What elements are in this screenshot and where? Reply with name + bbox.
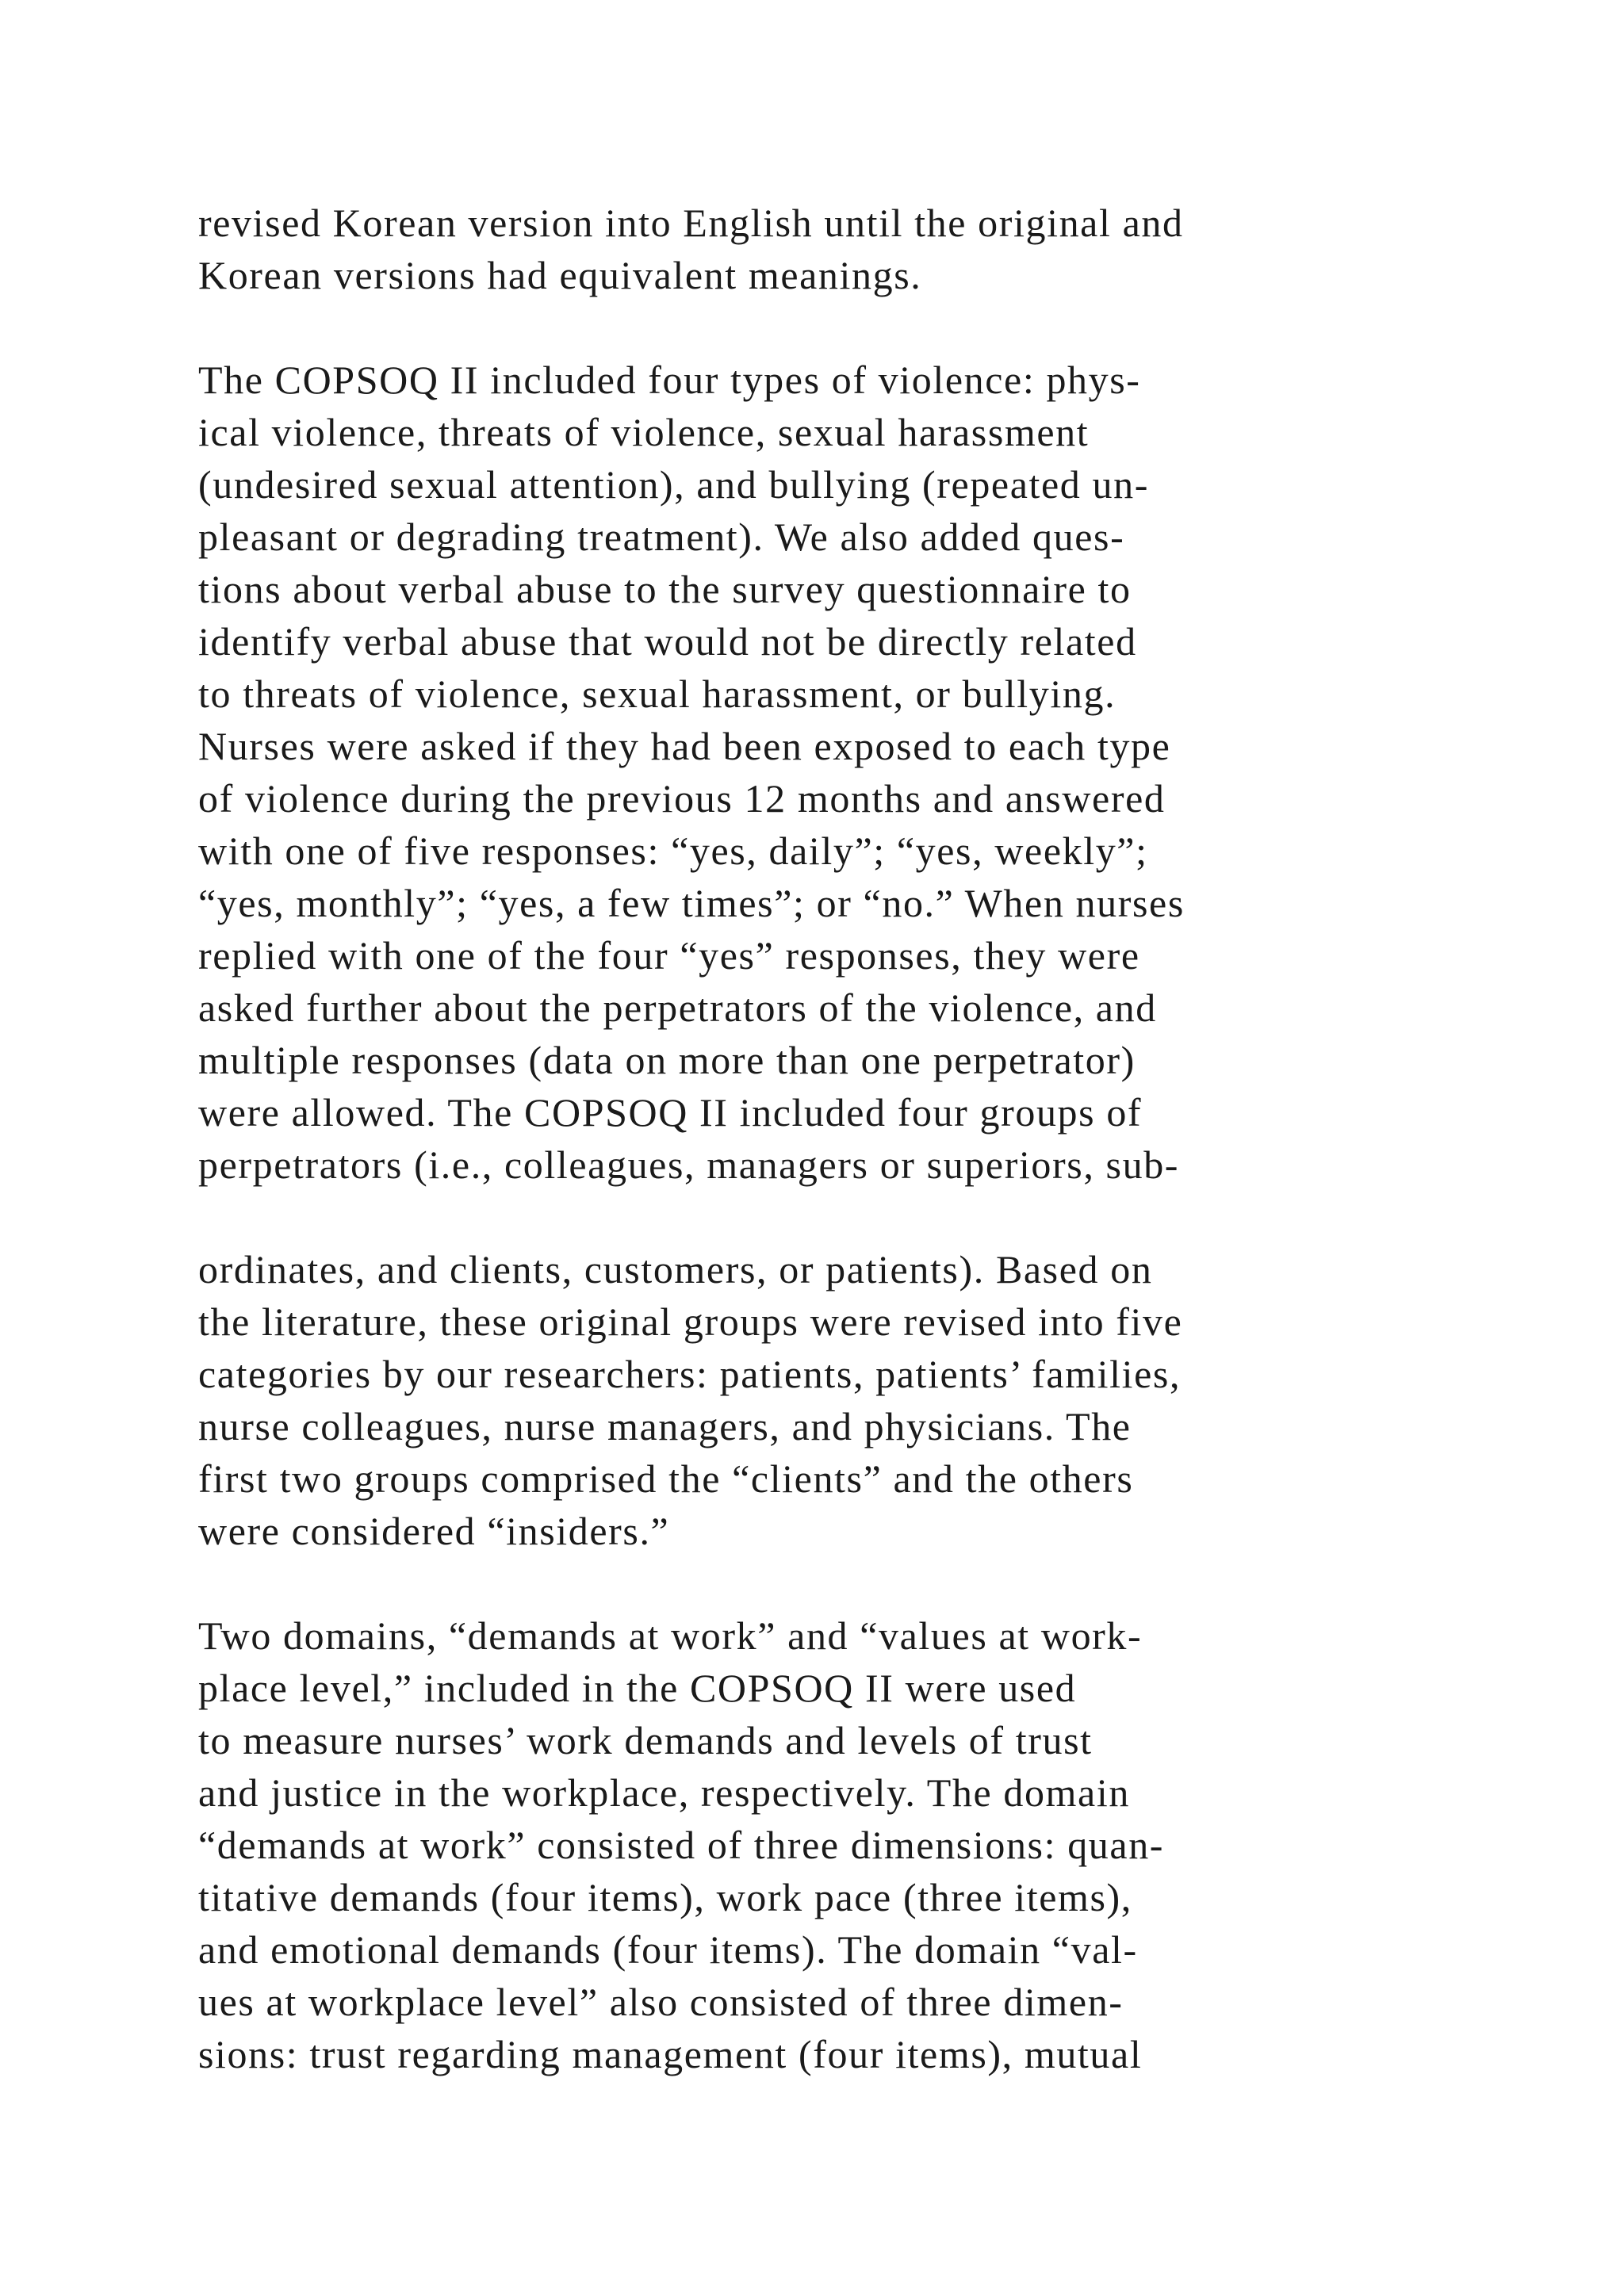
text-line: pleasant or degrading treatment). We also added ques- [198, 515, 1125, 559]
paragraph-translation-note [198, 197, 1562, 301]
paragraph-domains [198, 1609, 1562, 2080]
text-line: to threats of violence, sexual harassment, or bullying. [198, 672, 1116, 716]
text-line: of violence during the previous 12 months and answered [198, 776, 1166, 821]
text-line: identify verbal abuse that would not be directly related [198, 619, 1137, 664]
text-line: perpetrators (i.e., colleagues, managers or superiors, sub- [198, 1142, 1180, 1187]
text-line: Nurses were asked if they had been exposed to each type [198, 724, 1171, 768]
text-line: Two domains, “demands at work” and “values at work- [198, 1613, 1143, 1658]
text-line: “yes, monthly”; “yes, a few times”; or “no.” When nurses [198, 881, 1185, 925]
text-line: place level,” included in the COPSOQ II were used [198, 1666, 1077, 1710]
text-line: and justice in the workplace, respectively. The domain [198, 1770, 1130, 1815]
text-line: The COPSOQ II included four types of violence: phys- [198, 358, 1141, 402]
text-line: ues at workplace level” also consisted of three dimen- [198, 1980, 1124, 2024]
text-line: the literature, these original groups were revised into five [198, 1299, 1183, 1344]
paragraph-violence-types [198, 354, 1562, 1191]
text-line: asked further about the perpetrators of the violence, and [198, 985, 1157, 1030]
text-line: revised Korean version into English until the original and [198, 201, 1184, 245]
text-line: titative demands (four items), work pace (three items), [198, 1875, 1132, 1919]
text-line: with one of five responses: “yes, daily”; “yes, weekly”; [198, 828, 1148, 873]
text-line: were allowed. The COPSOQ II included four groups of [198, 1090, 1143, 1135]
text-line: (undesired sexual attention), and bullying (repeated un- [198, 462, 1149, 507]
paragraph-perpetrator-categories [198, 1243, 1562, 1557]
text-line: to measure nurses’ work demands and levels of trust [198, 1718, 1093, 1762]
text-line: sions: trust regarding management (four items), mutual [198, 2032, 1143, 2076]
text-line: multiple responses (data on more than one perpetrator) [198, 1038, 1136, 1082]
text-line: “demands at work” consisted of three dimensions: quan- [198, 1823, 1165, 1867]
text-line: ordinates, and clients, customers, or patients). Based on [198, 1247, 1153, 1292]
text-line: Korean versions had equivalent meanings. [198, 253, 922, 297]
text-line: and emotional demands (four items). The domain “val- [198, 1927, 1138, 1972]
text-line: replied with one of the four “yes” responses, they were [198, 933, 1140, 978]
text-line: tions about verbal abuse to the survey questionnaire to [198, 567, 1132, 611]
text-line: ical violence, threats of violence, sexual harassment [198, 410, 1090, 454]
text-line: categories by our researchers: patients, patients’ families, [198, 1352, 1182, 1396]
text-line: nurse colleagues, nurse managers, and physicians. The [198, 1404, 1132, 1448]
text-line: first two groups comprised the “clients” and the others [198, 1456, 1134, 1501]
text-line: were considered “insiders.” [198, 1509, 670, 1553]
